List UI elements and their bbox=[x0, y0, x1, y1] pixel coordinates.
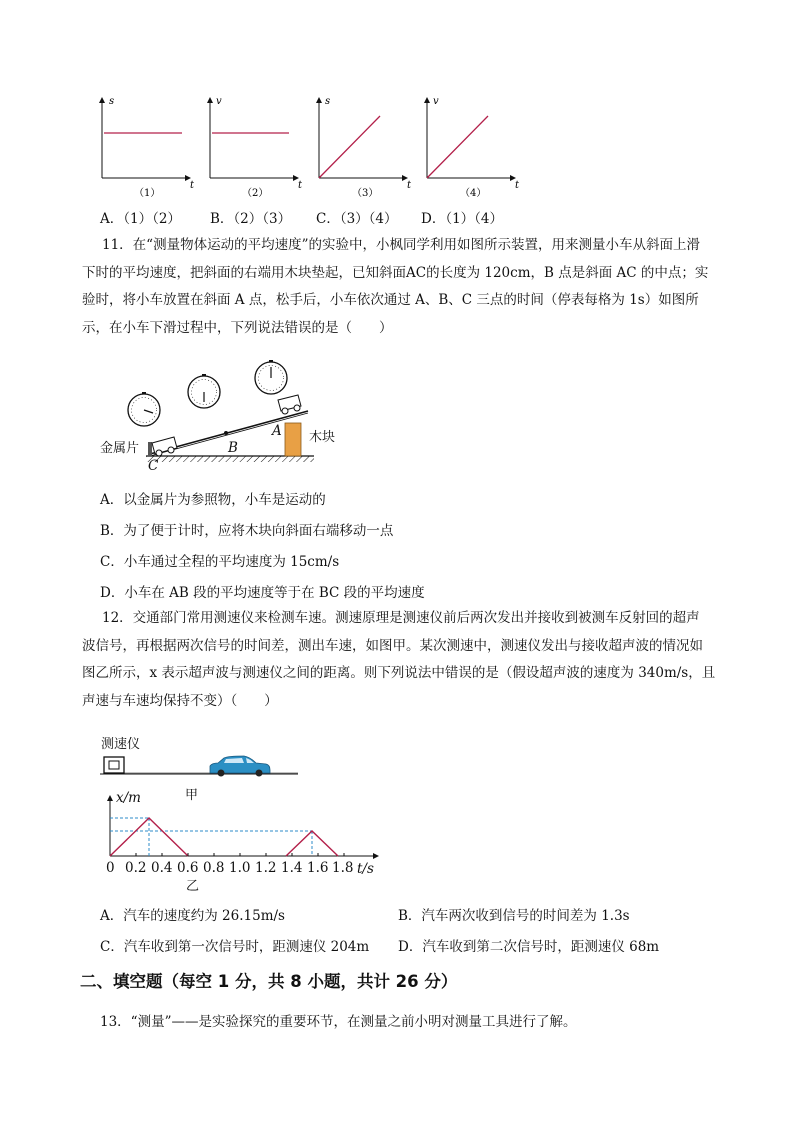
q10-option-c[interactable]: C．（3）（4） bbox=[316, 211, 398, 227]
q10-option-a[interactable]: A．（1）（2） bbox=[100, 211, 181, 227]
graph-1-caption: （1） bbox=[134, 188, 161, 199]
q12-line-1: 12．交通部门常用测速仪来检测车速。测速原理是测速仪前后两次发出并接收到被测车反射回的超声 bbox=[102, 610, 700, 626]
x-axis-label: t/s bbox=[357, 861, 374, 877]
section-2-heading: 二、填空题（每空 1 分，共 8 小题，共计 26 分） bbox=[80, 972, 458, 991]
metal-plate bbox=[148, 442, 152, 456]
graph-4-line bbox=[427, 116, 488, 178]
point-a-label: A bbox=[272, 423, 282, 439]
graph-3-y-label: s bbox=[325, 96, 331, 107]
q11-option-b[interactable]: B．为了便于计时，应将木块向斜面右端移动一点 bbox=[100, 523, 394, 539]
graph-2 bbox=[210, 96, 303, 199]
figure-jia-label: 甲 bbox=[185, 788, 199, 803]
motion-graphs bbox=[90, 92, 530, 202]
q11-option-c[interactable]: C．小车通过全程的平均速度为 15cm/s bbox=[100, 554, 340, 570]
x-tick-4: 0.8 bbox=[203, 860, 225, 876]
q11-line-1: 11．在“测量物体运动的平均速度”的实验中，小枫同学利用如图所示装置，用来测量小车从斜面上滑 bbox=[102, 237, 700, 253]
graph-1-x-label: t bbox=[190, 180, 195, 191]
graph-1-y-label: s bbox=[109, 96, 115, 107]
graph-3 bbox=[319, 96, 412, 199]
q13-question: 13．“测量”——是实验探究的重要环节，在测量之前小明对测量工具进行了解。 bbox=[100, 1014, 577, 1030]
q10-option-d[interactable]: D．（1）（4） bbox=[421, 211, 504, 227]
metal-plate-label: 金属片 bbox=[100, 441, 140, 456]
graph-3-x-label: t bbox=[407, 180, 412, 191]
wooden-block-label: 木块 bbox=[309, 430, 336, 445]
q11-line-3: 验时，将小车放置在斜面 A 点，松手后，小车依次通过 A、B、C 三点的时间（停表每格为 1s）如图所 bbox=[82, 292, 699, 308]
graph-4 bbox=[427, 96, 520, 199]
x-tick-0: 0 bbox=[106, 860, 115, 876]
q12-line-3: 图乙所示，x 表示超声波与测速仪之间的距离。则下列说法中错误的是（假设超声波的速度为 340m/s，且 bbox=[82, 665, 716, 681]
point-c-label: C bbox=[148, 458, 159, 474]
x-tick-6: 1.2 bbox=[255, 860, 277, 876]
point-b-dot bbox=[224, 431, 228, 435]
x-tick-8: 1.6 bbox=[307, 860, 329, 876]
q11-line-4: 示，在小车下滑过程中，下列说法错误的是（ ） bbox=[82, 319, 393, 336]
q12-option-a[interactable]: A．汽车的速度约为 26.15m/s bbox=[100, 908, 285, 924]
stopwatch-c bbox=[128, 392, 160, 426]
speed-gun-label: 测速仪 bbox=[101, 737, 141, 752]
x-tick-5: 1.0 bbox=[229, 860, 251, 876]
car-bottom bbox=[152, 437, 177, 456]
graph-4-y-label: v bbox=[433, 96, 439, 107]
q11-line-2: 下时的平均速度，把斜面的右端用木块垫起，已知斜面AC的长度为 120cm，B 点是斜面 AC 的中点；实 bbox=[82, 264, 709, 281]
graph-3-line bbox=[319, 116, 380, 178]
wooden-block bbox=[285, 423, 301, 456]
graph-4-x-label: t bbox=[515, 180, 520, 191]
point-b-label: B bbox=[228, 440, 238, 456]
stopwatch-a bbox=[255, 360, 287, 394]
q12-option-d[interactable]: D．汽车收到第二次信号时，距测速仪 68m bbox=[398, 939, 660, 955]
y-axis-label: x/m bbox=[116, 790, 141, 806]
graph-2-y-label: v bbox=[216, 96, 222, 107]
q12-option-c[interactable]: C．汽车收到第一次信号时，距测速仪 204m bbox=[100, 939, 370, 955]
q12-line-4: 声速与车速均保持不变）（ ） bbox=[82, 692, 278, 709]
q12-question bbox=[82, 605, 722, 715]
car-top bbox=[278, 395, 301, 414]
figure-yi-label: 乙 bbox=[186, 879, 200, 894]
x-tick-2: 0.4 bbox=[151, 860, 173, 876]
graph-2-x-label: t bbox=[298, 180, 303, 191]
stopwatch-b bbox=[188, 374, 220, 408]
x-tick-9: 1.8 bbox=[332, 860, 354, 876]
graph-2-caption: （2） bbox=[242, 188, 269, 199]
x-tick-3: 0.6 bbox=[177, 860, 199, 876]
x-tick-7: 1.4 bbox=[281, 860, 303, 876]
x-tick-1: 0.2 bbox=[125, 860, 147, 876]
figure-jia bbox=[98, 752, 328, 782]
speed-gun bbox=[104, 757, 124, 773]
q12-line-2: 波信号，再根据两次信号的时间差，测出车速，如图甲。某次测速中，测速仪发出与接收超声波的情况如 bbox=[82, 637, 703, 654]
graph-1 bbox=[102, 96, 195, 199]
q11-option-d[interactable]: D．小车在 AB 段的平均速度等于在 BC 段的平均速度 bbox=[100, 585, 425, 601]
car bbox=[210, 756, 270, 777]
q10-option-b[interactable]: B．（2）（3） bbox=[210, 211, 292, 227]
q12-option-b[interactable]: B．汽车两次收到信号的时间差为 1.3s bbox=[398, 908, 630, 924]
graph-4-caption: （4） bbox=[460, 188, 487, 199]
q11-question bbox=[82, 232, 722, 342]
graph-3-caption: （3） bbox=[352, 188, 379, 199]
q11-option-a[interactable]: A．以金属片为参照物，小车是运动的 bbox=[100, 492, 326, 508]
